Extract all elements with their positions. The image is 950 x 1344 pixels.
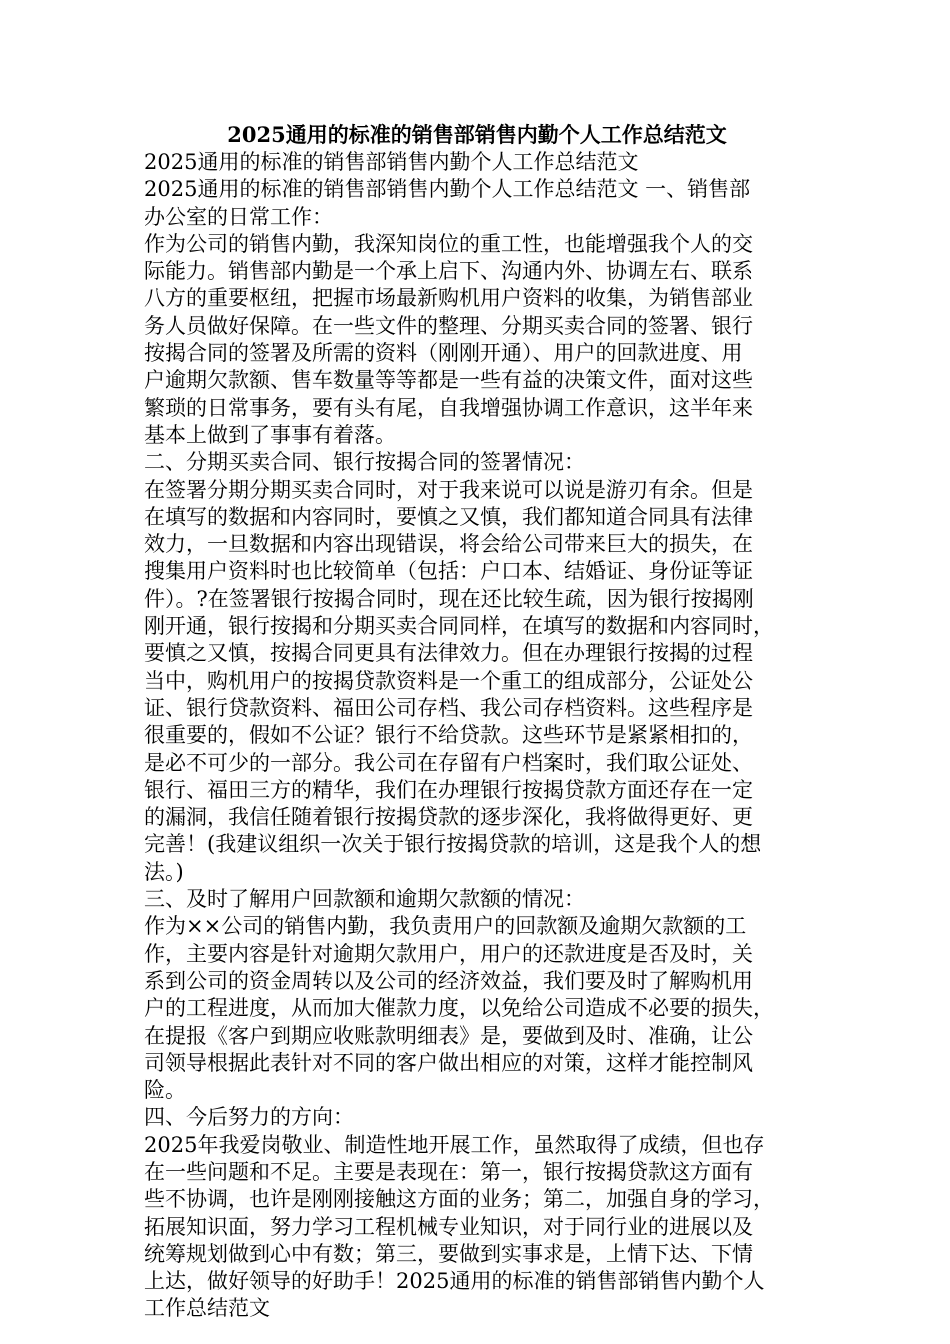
text-line: 繁琐的日常事务，要有头有尾，自我增强协调工作意识，这半年来	[144, 395, 753, 420]
text-line: 法。)	[144, 859, 184, 884]
text-line: 在提报《客户到期应收账款明细表》是，要做到及时、准确，让公	[144, 1023, 753, 1048]
text-line: 统筹规划做到心中有数；第三，要做到实事求是，上情下达、下情	[144, 1241, 753, 1266]
text-line: 三、及时了解用户回款额和逾期欠款额的情况：	[144, 887, 585, 912]
text-line: 刚开通，银行按揭和分期买卖合同同样，在填写的数据和内容同时，	[144, 614, 774, 639]
text-line: 当中，购机用户的按揭贷款资料是一个重工的组成部分，公证处公	[144, 668, 753, 693]
text-line: 2025年我爱岗敬业、制造性地开展工作，虽然取得了成绩，但也存	[144, 1132, 765, 1157]
text-line: 按揭合同的签署及所需的资料（刚刚开通）、用户的回款进度、用	[144, 341, 743, 366]
text-line: 效力，一旦数据和内容出现错误，将会给公司带来巨大的损失，在	[144, 532, 753, 557]
document-title: 2025通用的标准的销售部销售内勤个人工作总结范文	[227, 122, 727, 147]
text-line: 作，主要内容是针对逾期欠款用户，用户的还款进度是否及时，关	[144, 941, 753, 966]
text-line: 的漏洞，我信任随着银行按揭贷款的逐步深化，我将做得更好、更	[144, 805, 753, 830]
text-line: 险。	[144, 1078, 186, 1103]
text-line: 务人员做好保障。在一些文件的整理、分期买卖合同的签署、银行	[144, 313, 753, 338]
text-line: 际能力。销售部内勤是一个承上启下、沟通内外、协调左右、联系	[144, 259, 753, 284]
text-line: 作为××公司的销售内勤，我负责用户的回款额及逾期欠款额的工	[144, 914, 747, 939]
document-text	[144, 149, 810, 1323]
text-line: 二、分期买卖合同、银行按揭合同的签署情况：	[144, 450, 585, 475]
text-line: 在签署分期分期买卖合同时，对于我来说可以说是游刃有余。但是	[144, 477, 753, 502]
text-line: 2025通用的标准的销售部销售内勤个人工作总结范文 一、销售部	[144, 177, 751, 202]
text-line: 上达，做好领导的好助手！2025通用的标准的销售部销售内勤个人	[144, 1269, 765, 1294]
text-line: 四、今后努力的方向：	[144, 1105, 354, 1130]
text-line: 要慎之又慎，按揭合同更具有法律效力。但在办理银行按揭的过程	[144, 641, 753, 666]
text-line: 证、银行贷款资料、福田公司存档、我公司存档资料。这些程序是	[144, 695, 753, 720]
document-body	[144, 121, 810, 1323]
text-line: 在填写的数据和内容同时，要慎之又慎，我们都知道合同具有法律	[144, 504, 753, 529]
text-line: 搜集用户资料时也比较简单（包括：户口本、结婚证、身份证等证	[144, 559, 753, 584]
text-line: 些不协调，也许是刚刚接触这方面的业务；第二，加强自身的学习，	[144, 1187, 774, 1212]
text-line: 完善！(我建议组织一次关于银行按揭贷款的培训，这是我个人的想	[144, 832, 762, 857]
text-line: 基本上做到了事事有着落。	[144, 422, 396, 447]
text-line: 办公室的日常工作：	[144, 204, 333, 229]
text-line: 在一些问题和不足。主要是表现在：第一，银行按揭贷款这方面有	[144, 1159, 753, 1184]
text-line: 件）。?在签署银行按揭合同时，现在还比较生疏，因为银行按揭刚	[144, 586, 754, 611]
text-line: 是必不可少的一部分。我公司在存留有户档案时，我们取公证处、	[144, 750, 753, 775]
text-line: 银行、福田三方的精华，我们在办理银行按揭贷款方面还存在一定	[144, 777, 753, 802]
text-line: 工作总结范文	[144, 1296, 270, 1321]
text-line: 拓展知识面，努力学习工程机械专业知识，对于同行业的进展以及	[144, 1214, 753, 1239]
text-line: 八方的重要枢纽，把握市场最新购机用户资料的收集，为销售部业	[144, 286, 753, 311]
text-line: 系到公司的资金周转以及公司的经济效益，我们要及时了解购机用	[144, 968, 753, 993]
text-line: 2025通用的标准的销售部销售内勤个人工作总结范文	[144, 150, 639, 174]
text-line: 户的工程进度，从而加大催款力度，以免给公司造成不必要的损失，	[144, 996, 774, 1021]
text-line: 司领导根据此表针对不同的客户做出相应的对策，这样才能控制风	[144, 1050, 753, 1075]
text-line: 很重要的，假如不公证？银行不给贷款。这些环节是紧紧相扣的，	[144, 723, 753, 748]
text-line: 户逾期欠款额、售车数量等等都是一些有益的决策文件，面对这些	[144, 368, 753, 393]
text-line: 作为公司的销售内勤，我深知岗位的重工性，也能增强我个人的交	[144, 231, 753, 256]
